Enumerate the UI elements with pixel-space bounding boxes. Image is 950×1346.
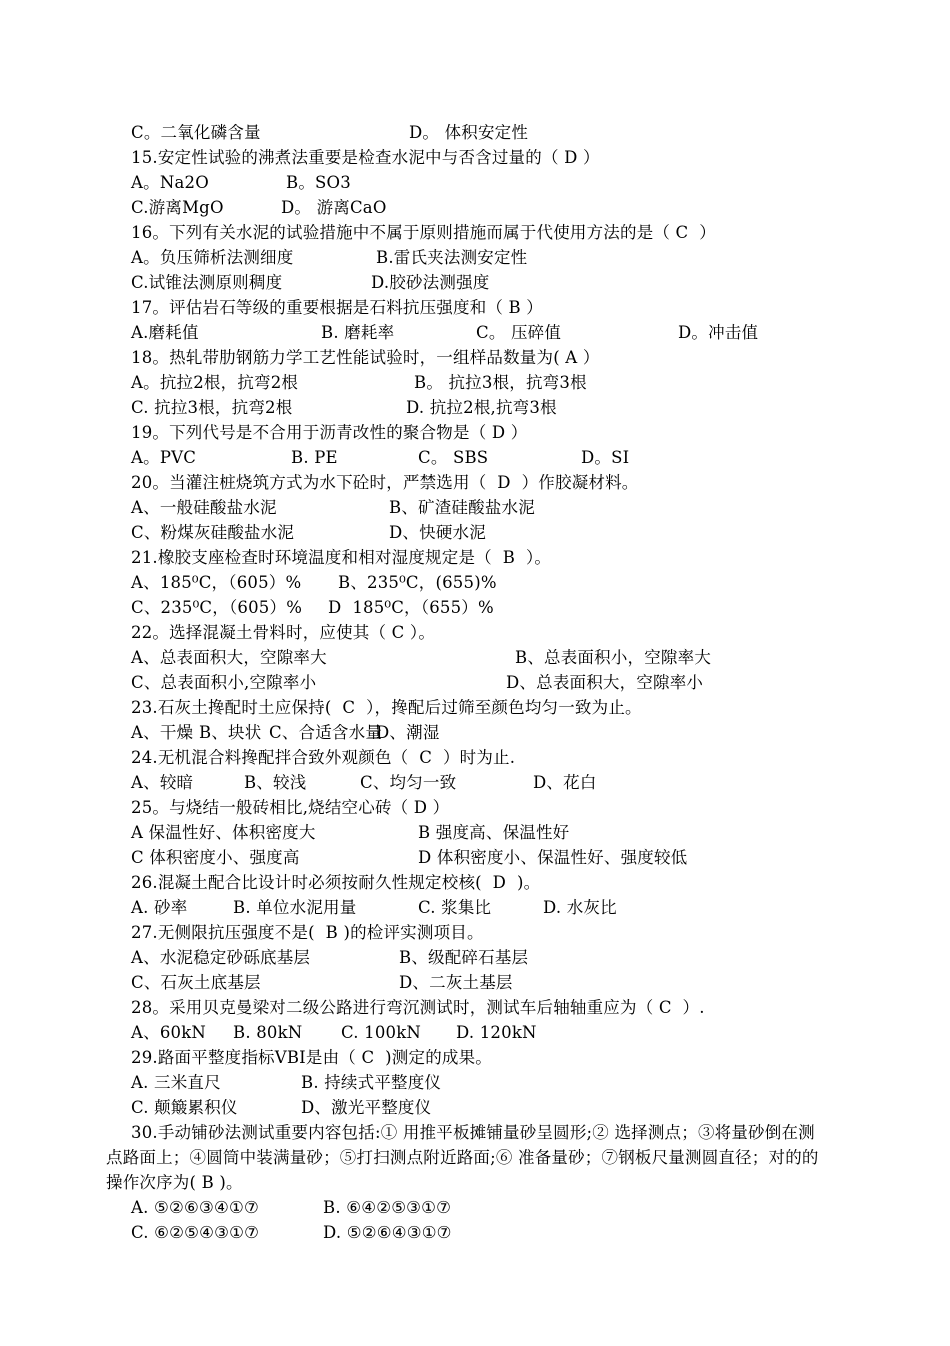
text-line — [131, 820, 930, 845]
text-line — [131, 845, 930, 870]
text-line — [131, 295, 930, 320]
option-text: B.雷氏夹法测安定性 — [376, 248, 528, 267]
text-line — [131, 145, 930, 170]
line-text: C、粉煤灰硅酸盐水泥 — [131, 523, 295, 542]
option-text: B. 80kN — [233, 1023, 303, 1042]
line-text: C.试锥法测原则稠度 — [131, 273, 283, 292]
option-text: B、级配碎石基层 — [399, 948, 529, 967]
line-text: 29.路面平整度指标VBI是由（ C )测定的成果。 — [131, 1048, 492, 1067]
option-text: B。SO3 — [286, 173, 351, 192]
option-text: C。 压碎值 — [476, 323, 562, 342]
text-line — [131, 795, 930, 820]
option-text: D、快硬水泥 — [389, 523, 486, 542]
line-text: 17。评估岩石等级的重要根据是石料抗压强度和（ B ） — [131, 298, 544, 317]
option-text: D. 抗拉2根,抗弯3根 — [406, 398, 557, 417]
option-text: D。 游离CaO — [281, 198, 387, 217]
line-text: 21.橡胶支座检查时环境温度和相对湿度规定是（ B ）。 — [131, 548, 552, 567]
line-text: C、总表面积小,空隙率小 — [131, 673, 317, 692]
line-text: A、水泥稳定砂砾底基层 — [131, 948, 311, 967]
line-text: A。Na2O — [131, 173, 209, 192]
line-text: 24.无机混合料搀配拌合致外观颜色（ C ）时为止. — [131, 748, 516, 767]
line-text: 20。当灌注桩烧筑方式为水下砼时，严禁选用（ D ）作胶凝材料。 — [131, 473, 639, 492]
text-line — [131, 370, 930, 395]
text-line — [131, 345, 930, 370]
option-text: D。冲击值 — [678, 323, 759, 342]
text-line — [131, 670, 930, 695]
option-text: C、均匀一致 — [360, 773, 457, 792]
text-line — [131, 1195, 930, 1220]
line-text: A。抗拉2根，抗弯2根 — [131, 373, 299, 392]
option-text: D。 体积安定性 — [409, 123, 529, 142]
line-text: A、一般硅酸盐水泥 — [131, 498, 277, 517]
line-text: 16。下列有关水泥的试验措施中不属于原则措施而属于代使用方法的是（ C ） — [131, 223, 716, 242]
option-text: D 体积密度小、保温性好、强度较低 — [418, 848, 688, 867]
line-text: A。负压筛析法测细度 — [131, 248, 294, 267]
text-line — [131, 245, 930, 270]
line-text: C、235⁰C，（605）% — [131, 598, 303, 617]
option-text: C. 浆集比 — [418, 898, 492, 917]
line-text: C、石灰土底基层 — [131, 973, 261, 992]
text-line — [131, 1070, 930, 1095]
option-text: D、二灰土基层 — [399, 973, 513, 992]
line-text: 26.混凝土配合比设计时必须按耐久性规定校核( D )。 — [131, 873, 541, 892]
option-text: B、矿渣硅酸盐水泥 — [389, 498, 535, 517]
text-line — [131, 170, 930, 195]
option-text: D. 水灰比 — [543, 898, 617, 917]
text-line — [131, 395, 930, 420]
option-text: D. ⑤②⑥④③①⑦ — [323, 1223, 452, 1242]
text-line — [131, 945, 930, 970]
line-text: A. 三米直尺 — [131, 1073, 221, 1092]
option-text: B 强度高、保温性好 — [418, 823, 570, 842]
option-text: B、235⁰C，(655)% — [338, 573, 497, 592]
text-line — [131, 970, 930, 995]
option-text: B、块状 — [199, 723, 262, 742]
line-text: A、干燥 — [131, 723, 194, 742]
text-line — [131, 920, 930, 945]
question-30-paragraph: 30.手动铺砂法测试重要内容包括:① 用推平板摊铺量砂呈圆形;② 选择测点；③将量砂倒在测点路面上；④圆筒中装满量砂；⑤打扫测点附近路面;⑥ 准备量砂；⑦钢板尺量测圆直径；对的的操作次序为( B )。 — [106, 1123, 819, 1192]
text-line — [131, 1045, 930, 1070]
option-text: C、合适含水量 — [269, 723, 383, 742]
line-text: C.游离MgO — [131, 198, 224, 217]
option-text: B. ⑥④②⑤③①⑦ — [323, 1198, 452, 1217]
text-line — [131, 720, 930, 745]
line-text: 22。选择混凝土骨料时，应使其（ C ）。 — [131, 623, 436, 642]
line-text: 25。与烧结一般砖相比,烧结空心砖（ D ） — [131, 798, 450, 817]
option-text: C. 100kN — [341, 1023, 422, 1042]
option-text: B. 磨耗率 — [321, 323, 395, 342]
text-line — [131, 445, 930, 470]
option-text: D、潮湿 — [376, 723, 440, 742]
option-text: B、较浅 — [244, 773, 307, 792]
line-text: C 体积密度小、强度高 — [131, 848, 300, 867]
text-line — [131, 1020, 930, 1045]
text-line — [131, 220, 930, 245]
line-text: C. 抗拉3根，抗弯2根 — [131, 398, 293, 417]
line-text: C. 颠簸累积仪 — [131, 1098, 238, 1117]
line-text: C. ⑥②⑤④③①⑦ — [131, 1223, 260, 1242]
option-text: B。 抗拉3根，抗弯3根 — [414, 373, 587, 392]
text-line — [131, 995, 930, 1020]
option-text: C。 SBS — [418, 448, 489, 467]
line-text: A 保温性好、体积密度大 — [131, 823, 316, 842]
option-text: D、花白 — [533, 773, 597, 792]
text-line — [131, 195, 930, 220]
line-text: 15.安定性试验的沸煮法重要是检查水泥中与否含过量的（ D ） — [131, 148, 600, 167]
text-line — [131, 420, 930, 445]
text-line — [131, 695, 930, 720]
line-text: A. 砂率 — [131, 898, 188, 917]
option-text: D.胶砂法测强度 — [371, 273, 490, 292]
text-line — [131, 620, 930, 645]
text-line — [131, 495, 930, 520]
text-line — [131, 770, 930, 795]
line-text: 18。热轧带肋钢筋力学工艺性能试验时，一组样品数量为( A ） — [131, 348, 600, 367]
option-text: D、总表面积大，空隙率小 — [506, 673, 704, 692]
text-line — [131, 1095, 930, 1120]
text-line — [131, 570, 930, 595]
line-text: A、总表面积大，空隙率大 — [131, 648, 327, 667]
option-text: D、激光平整度仪 — [301, 1098, 432, 1117]
line-text: 23.石灰土搀配时土应保持( C ），搀配后过筛至颜色均匀一致为止。 — [131, 698, 642, 717]
text-line — [131, 520, 930, 545]
option-text: D。SI — [581, 448, 630, 467]
text-line — [131, 595, 930, 620]
line-text: A.磨耗值 — [131, 323, 199, 342]
line-text: A. ⑤②⑥③④①⑦ — [131, 1198, 259, 1217]
text-line — [131, 895, 930, 920]
line-text: A、较暗 — [131, 773, 194, 792]
line-text: 27.无侧限抗压强度不是( B )的检评实测项目。 — [131, 923, 484, 942]
line-text: C。二氧化磷含量 — [131, 123, 261, 142]
line-text: A、60kN — [131, 1023, 207, 1042]
option-text: B、总表面积小，空隙率大 — [515, 648, 712, 667]
option-text: B. PE — [291, 448, 338, 467]
option-text: D 185⁰C，（655）% — [328, 598, 494, 617]
text-line — [131, 270, 930, 295]
text-line — [131, 645, 930, 670]
line-text: A、185⁰C，（605）% — [131, 573, 302, 592]
text-line — [131, 120, 930, 145]
text-line — [131, 545, 930, 570]
line-text: 28。采用贝克曼梁对二级公路进行弯沉测试时，测试车后轴轴重应为（ C ）. — [131, 998, 705, 1017]
line-text: A。PVC — [131, 448, 197, 467]
text-line — [131, 870, 930, 895]
option-text: B. 单位水泥用量 — [233, 898, 357, 917]
text-line — [131, 745, 930, 770]
text-line — [131, 470, 930, 495]
option-text: D. 120kN — [456, 1023, 537, 1042]
text-line — [131, 1220, 930, 1245]
line-text: 19。下列代号是不合用于沥青改性的聚合物是（ D ） — [131, 423, 528, 442]
text-line — [131, 320, 930, 345]
option-text: B. 持续式平整度仪 — [301, 1073, 442, 1092]
